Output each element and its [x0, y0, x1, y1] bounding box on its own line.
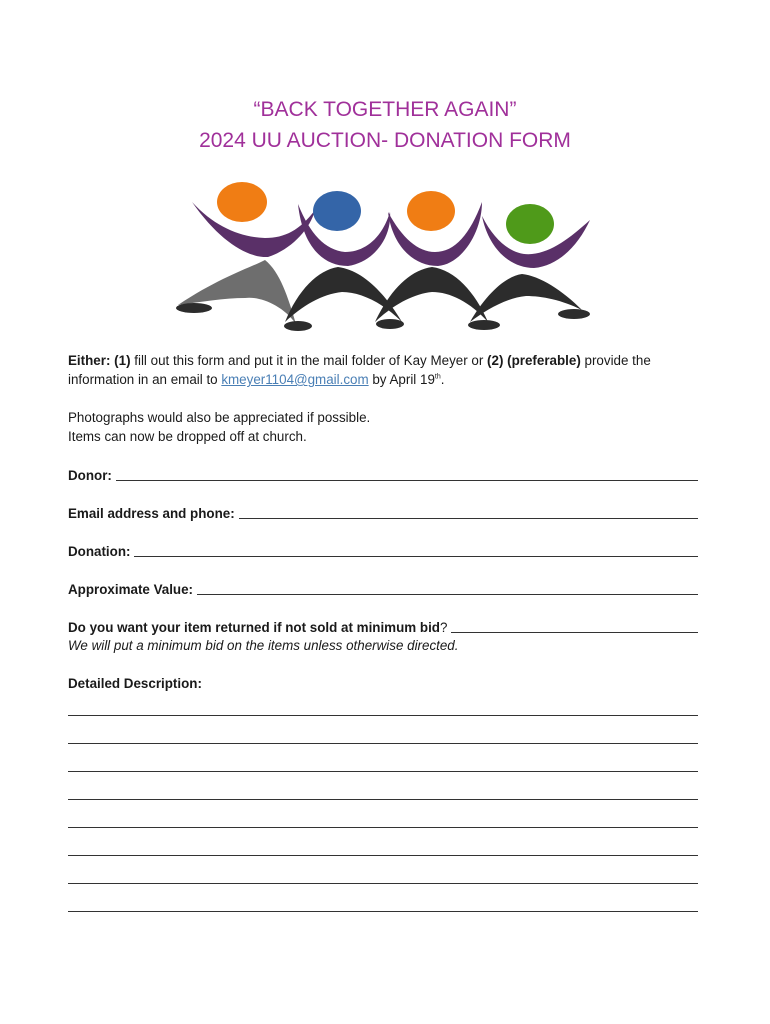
email-link[interactable]: kmeyer1104@gmail.com [221, 372, 369, 387]
description-line[interactable] [68, 743, 698, 744]
donor-line[interactable] [116, 479, 698, 481]
return-item-line[interactable] [451, 631, 698, 633]
return-item-question: Do you want your item returned if not sold at minimum bid [68, 620, 440, 635]
description-line[interactable] [68, 911, 698, 912]
description-line[interactable] [68, 715, 698, 716]
foot-1 [176, 303, 212, 313]
option-2-preferable: (preferable) [503, 353, 581, 368]
return-item-question-mark: ? [439, 620, 448, 635]
donation-field[interactable] [68, 541, 698, 561]
form-title-line2: 2024 UU AUCTION- DONATION FORM [199, 129, 571, 152]
option-2-number: (2) [487, 353, 504, 368]
either-label: Either: [68, 353, 111, 368]
form-title-line1: “BACK TOGETHER AGAIN” [253, 98, 517, 121]
email-phone-label: Email address and phone: [68, 506, 235, 521]
email-phone-field[interactable] [68, 503, 698, 523]
description-line[interactable] [68, 883, 698, 884]
description-line[interactable] [68, 771, 698, 772]
notes-block [68, 408, 708, 446]
donation-line[interactable] [134, 555, 698, 557]
foot-2 [284, 321, 312, 331]
figure-4-head [506, 204, 554, 244]
donor-label: Donor: [68, 468, 112, 483]
return-item-field[interactable] [68, 617, 698, 637]
figure-4 [470, 204, 590, 322]
description-label: Detailed Description: [68, 676, 202, 691]
return-item-label [68, 618, 447, 637]
photos-note: Photographs would also be appreciated if possible. [68, 410, 371, 425]
figure-1-body [178, 260, 296, 324]
figure-2 [285, 191, 402, 322]
intro-instructions [68, 351, 708, 389]
approx-value-field[interactable] [68, 579, 698, 599]
description-line[interactable] [68, 855, 698, 856]
email-phone-line[interactable] [239, 517, 698, 519]
min-bid-note: We will put a minimum bid on the items unless otherwise directed. [68, 638, 459, 653]
option-1-text: fill out this form and put it in the mail folder of Kay Meyer or [130, 353, 488, 368]
option-1-number: (1) [114, 353, 131, 368]
deadline-text: by April 19 [368, 372, 435, 387]
deadline-end: . [440, 372, 445, 387]
dancing-figures-logo [170, 172, 600, 334]
description-line[interactable] [68, 827, 698, 828]
figure-3-head [407, 191, 455, 231]
foot-3 [376, 319, 404, 329]
foot-4 [468, 320, 500, 330]
approx-value-label: Approximate Value: [68, 582, 194, 597]
donation-label: Donation: [68, 544, 131, 559]
deadline-superscript: th [434, 373, 441, 381]
approx-value-line[interactable] [197, 593, 698, 595]
donor-field[interactable] [68, 465, 698, 485]
option-2-text: provide the information in an email to [68, 353, 651, 387]
figure-3-body [375, 267, 488, 322]
description-line[interactable] [68, 799, 698, 800]
figure-1-head [217, 182, 267, 222]
figure-1 [178, 182, 315, 324]
foot-5 [558, 309, 590, 319]
dropoff-note: Items can now be dropped off at church. [68, 429, 307, 444]
figure-2-head [313, 191, 361, 231]
figure-3 [375, 191, 488, 322]
